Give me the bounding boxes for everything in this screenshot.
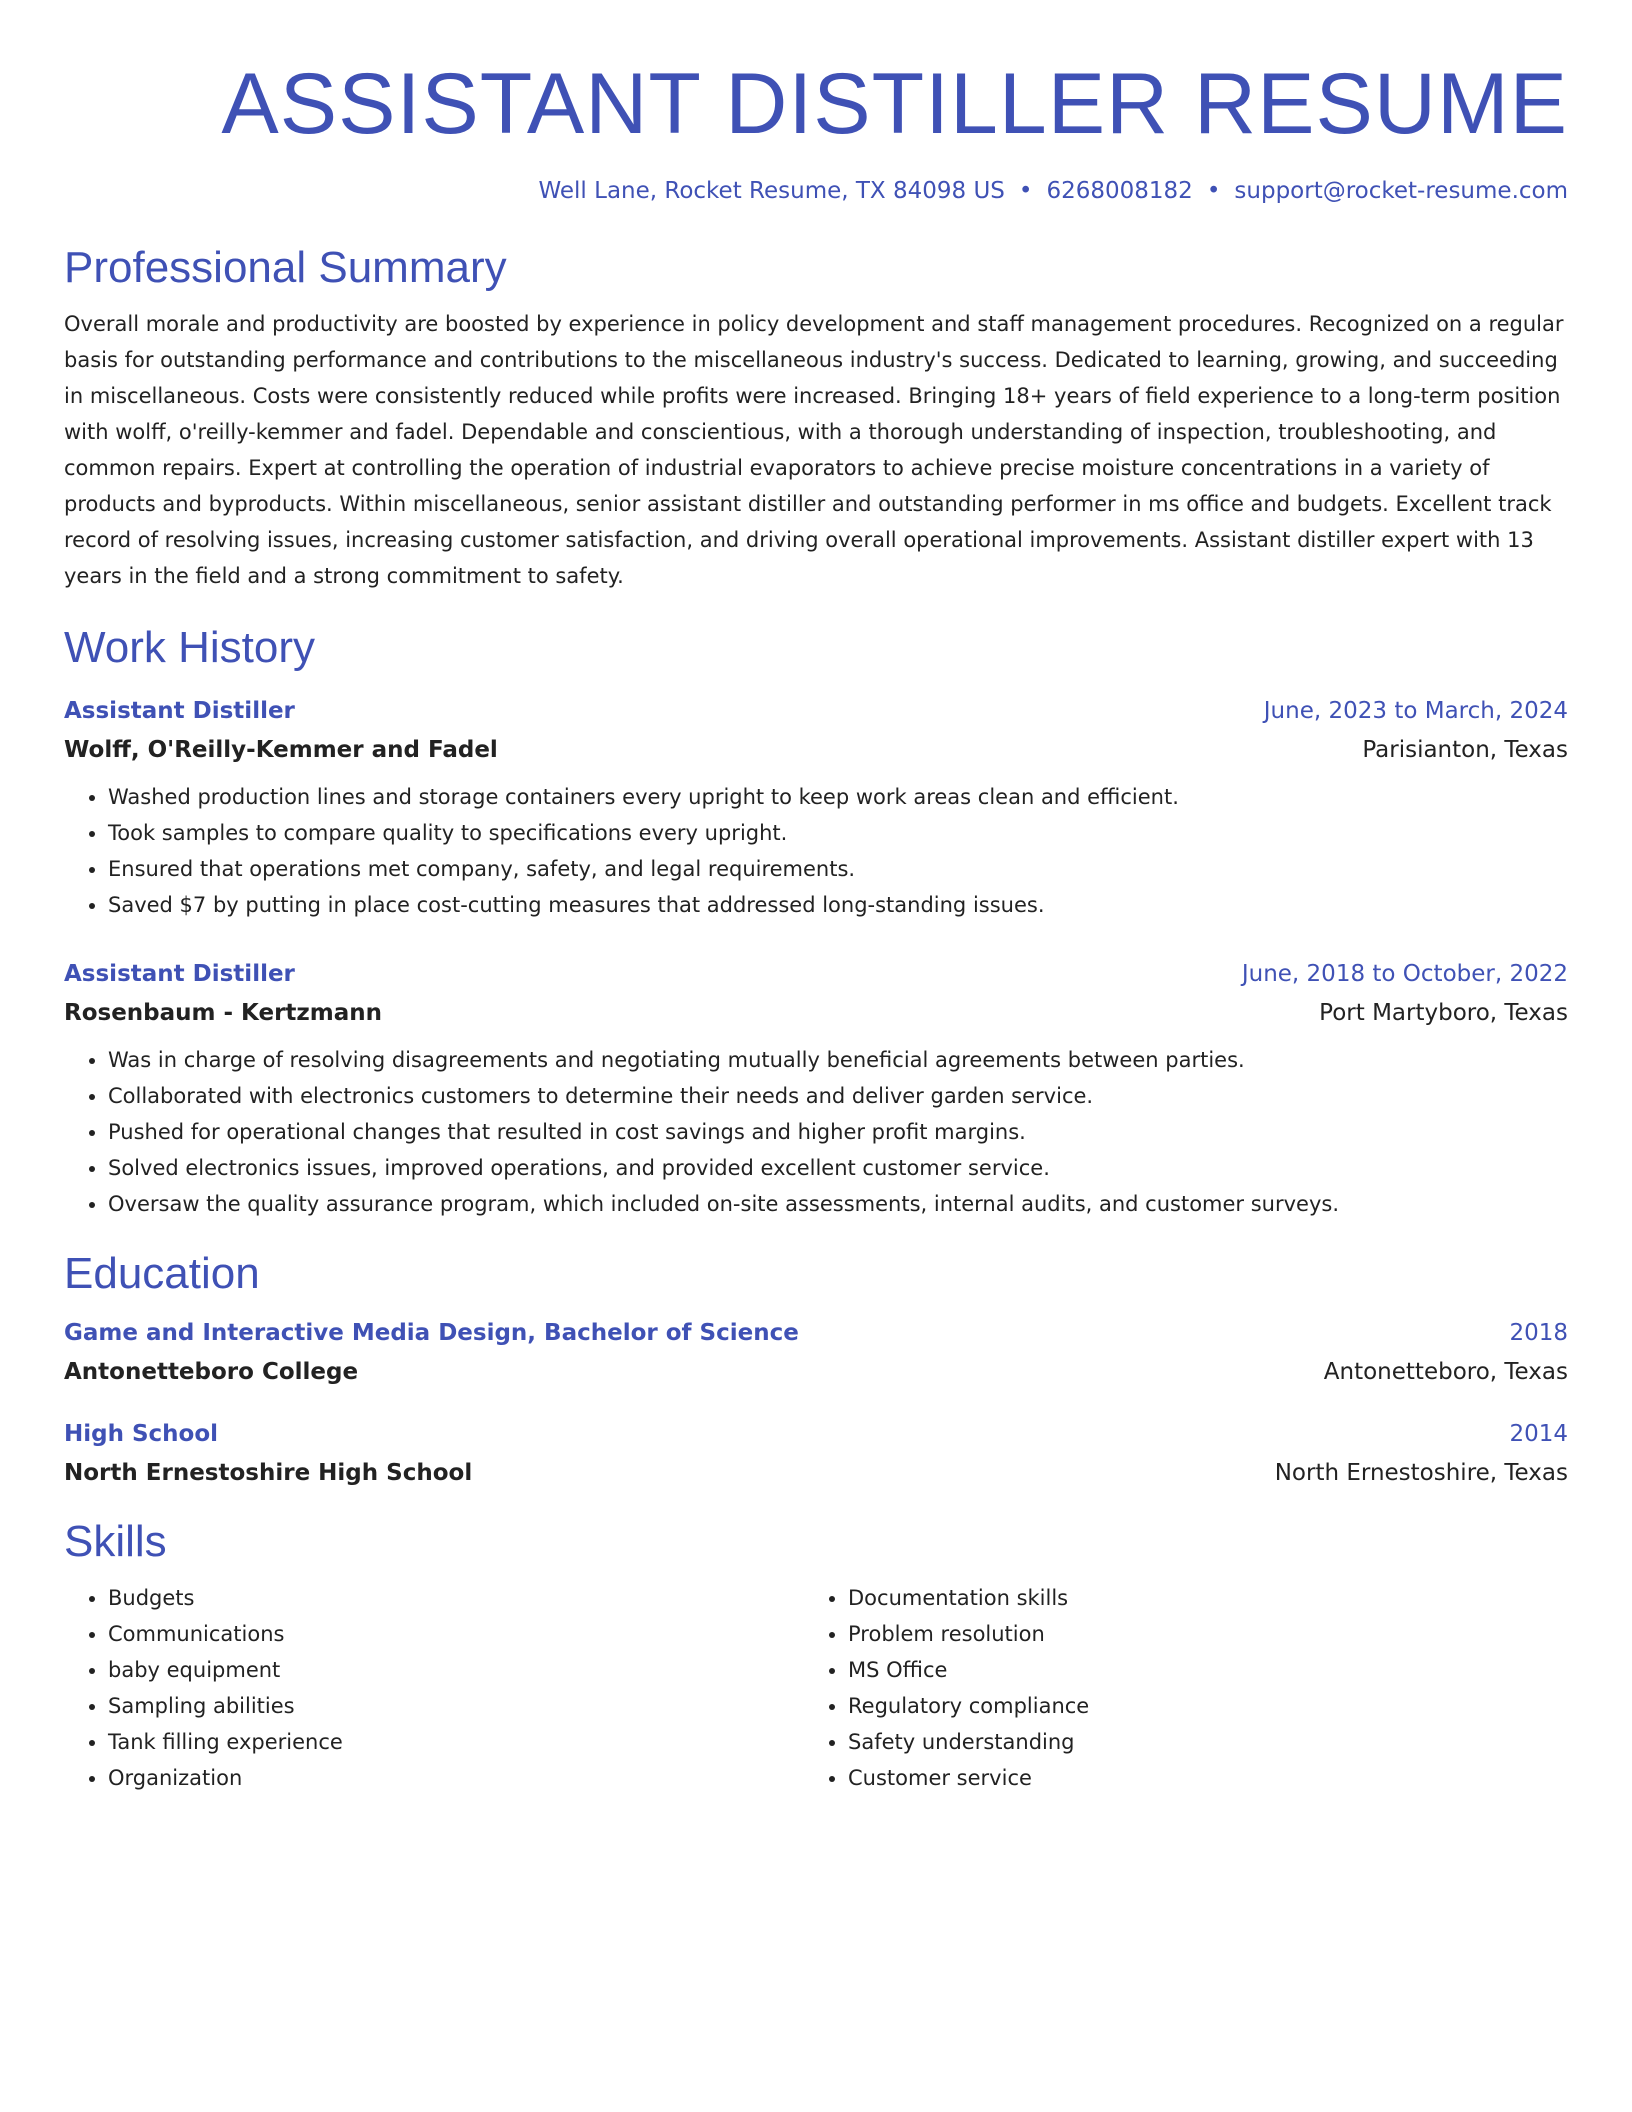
education-school: North Ernestoshire High School xyxy=(64,1460,473,1486)
contact-separator: • xyxy=(1018,178,1033,204)
skill-item: • Organization xyxy=(108,1760,804,1796)
skills-section xyxy=(64,1516,1568,1796)
job-duty: • Washed production lines and storage containers every upright to keep work areas clean and efficient. xyxy=(108,779,1568,815)
job-title: Assistant Distiller xyxy=(64,961,295,987)
job-entry xyxy=(64,959,1568,1222)
job-location: Parisianton, Texas xyxy=(1362,737,1568,763)
skill-item: • Customer service xyxy=(848,1760,1544,1796)
education-section xyxy=(64,1248,1568,1488)
contact-line xyxy=(64,176,1568,206)
skill-item: • Budgets xyxy=(108,1580,804,1616)
job-duty: • Oversaw the quality assurance program, which included on-site assessments, internal audits, and customer surveys. xyxy=(108,1186,1568,1222)
job-title: Assistant Distiller xyxy=(64,698,295,724)
skill-item: • Problem resolution xyxy=(848,1616,1544,1652)
job-entry xyxy=(64,696,1568,923)
education-degree: High School xyxy=(64,1421,219,1447)
contact-address: Well Lane, Rocket Resume, TX 84098 US xyxy=(538,178,1005,204)
summary-heading: Professional Summary xyxy=(64,243,507,292)
contact-email: support@rocket-resume.com xyxy=(1234,178,1568,204)
job-company: Rosenbaum - Kertzmann xyxy=(64,1000,383,1026)
summary-text: Overall morale and productivity are boosted by experience in policy development and staff management procedures. Recognized on a regular basis for outstanding performance and contributions to the miscellaneous industry's success. Dedicated to learning, growing, and succeeding in miscellaneous. Costs were consistently reduced while profits were increased. Bringing 18+ years of field experience to a long-term position with wolff, o'reilly-kemmer and fadel. Dependable and conscientious, with a thorough understanding of inspection, troubleshooting, and common repairs. Expert at controlling the operation of industrial evaporators to achieve precise moisture concentrations in a variety of products and byproducts. Within miscellaneous, senior assistant distiller and outstanding performer in ms office and budgets. Excellent track record of resolving issues, increasing customer satisfaction, and driving overall operational improvements. Assistant distiller expert with 13 years in the field and a strong commitment to safety. xyxy=(64,312,1564,588)
skill-item: • Sampling abilities xyxy=(108,1688,804,1724)
job-duty: • Saved $7 by putting in place cost-cutting measures that addressed long-standing issues. xyxy=(108,887,1568,923)
job-duty: • Took samples to compare quality to specifications every upright. xyxy=(108,815,1568,851)
job-duty: • Ensured that operations met company, safety, and legal requirements. xyxy=(108,851,1568,887)
education-location: Antonetteboro, Texas xyxy=(1323,1359,1568,1385)
work-history-section xyxy=(64,622,1568,1222)
job-location: Port Martyboro, Texas xyxy=(1319,1000,1568,1026)
education-entry xyxy=(64,1318,1568,1387)
skill-item: • Regulatory compliance xyxy=(848,1688,1544,1724)
education-degree: Game and Interactive Media Design, Bachelor of Science xyxy=(64,1320,799,1346)
education-heading: Education xyxy=(64,1249,260,1298)
job-dates: June, 2023 to March, 2024 xyxy=(1263,698,1568,724)
skill-item: • Safety understanding xyxy=(848,1724,1544,1760)
education-year: 2018 xyxy=(1509,1320,1568,1346)
skills-columns xyxy=(64,1580,1568,1796)
contact-separator: • xyxy=(1206,178,1221,204)
work-history-heading: Work History xyxy=(64,623,315,672)
skills-list-right xyxy=(804,1580,1544,1796)
skill-item: • MS Office xyxy=(848,1652,1544,1688)
job-duty: • Was in charge of resolving disagreements and negotiating mutually beneficial agreements between parties. xyxy=(108,1042,1568,1078)
contact-phone: 6268008182 xyxy=(1046,178,1193,204)
resume-header xyxy=(64,56,1568,206)
job-duty: • Collaborated with electronics customers to determine their needs and deliver garden service. xyxy=(108,1078,1568,1114)
resume-title: ASSISTANT DISTILLER RESUME xyxy=(221,56,1568,152)
summary-section xyxy=(64,242,1568,594)
job-duty: • Pushed for operational changes that resulted in cost savings and higher profit margins. xyxy=(108,1114,1568,1150)
education-entry xyxy=(64,1419,1568,1488)
skill-item: • baby equipment xyxy=(108,1652,804,1688)
skills-heading: Skills xyxy=(64,1517,167,1566)
skill-item: • Communications xyxy=(108,1616,804,1652)
job-duties xyxy=(64,1042,1568,1222)
education-location: North Ernestoshire, Texas xyxy=(1274,1460,1568,1486)
skill-item: • Tank filling experience xyxy=(108,1724,804,1760)
education-school: Antonetteboro College xyxy=(64,1359,359,1385)
job-duties xyxy=(64,779,1568,923)
job-duty: • Solved electronics issues, improved operations, and provided excellent customer service. xyxy=(108,1150,1568,1186)
job-dates: June, 2018 to October, 2022 xyxy=(1241,961,1568,987)
job-company: Wolff, O'Reilly-Kemmer and Fadel xyxy=(64,737,498,763)
skills-list-left xyxy=(64,1580,804,1796)
skill-item: • Documentation skills xyxy=(848,1580,1544,1616)
education-year: 2014 xyxy=(1509,1421,1568,1447)
